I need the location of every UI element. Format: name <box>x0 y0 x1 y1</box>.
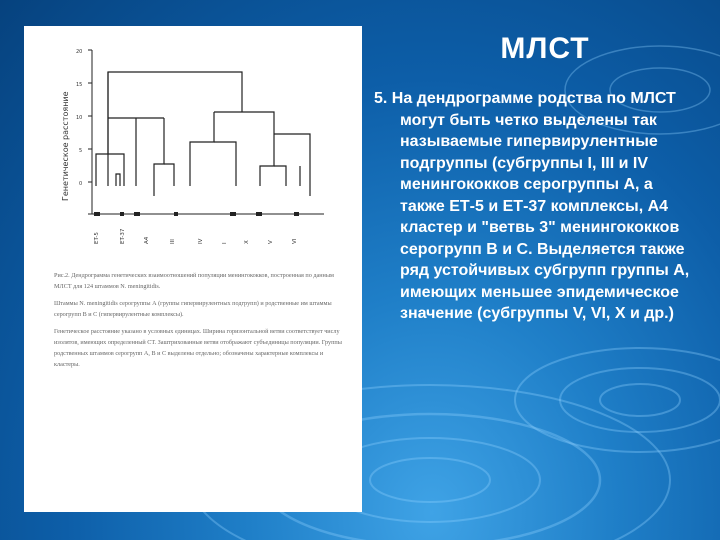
leaf-label-v: V <box>268 240 274 244</box>
slide-body <box>374 88 694 325</box>
y-tick-0: 0 <box>79 181 83 187</box>
leaf-label-vi: VI <box>292 238 298 244</box>
leaf-label-iv: IV <box>198 238 204 244</box>
dendrogram-figure <box>24 26 362 512</box>
caption-line: Штаммы N. meningitidis серогруппы А (группы гипервирулентных подгрупп) и родственные им штаммы серогрупп В и С (гипервирулентные комплексы). <box>54 300 332 318</box>
leaf-label-et37: ET-37 <box>120 228 126 244</box>
leaf-label-i: I <box>222 242 228 244</box>
y-tick-5: 5 <box>79 148 83 154</box>
body-paragraph: 5. На дендрограмме родства по МЛСТ могут быть четко выделены так называемые гипервирулентные подгруппы (субгруппы I, III и IV менингококков серогруппы А, а также ЕТ-5 и ЕТ-37 комплексы, А4 кластер и "ветвь 3" менингококков серогрупп В и С. Выделяется также ряд устойчивых субгрупп группы А, имеющих меньшее эпидемическое значение (субгруппы V, VI, X и др.) <box>374 90 690 322</box>
leaf-label-iii: III <box>170 239 176 244</box>
leaf-label-a4: A4 <box>144 236 150 244</box>
y-axis-label: Генетическое расстояние <box>61 91 70 201</box>
leaf-label-et5: ET-5 <box>94 232 100 244</box>
caption-line: Генетическое расстояние указано в условных единицах. Ширина горизонтальной ветви соответствует числу изолятов, имеющих определенный СТ. Заштрихованные ветви отображают субъединицы популяции. Группы родственных штаммов серогрупп А, В и С выделены отдельно; обозначены характерные комплексы и кластеры. <box>54 328 342 368</box>
y-tick-10: 10 <box>76 115 83 121</box>
y-tick-20: 20 <box>76 49 83 55</box>
slide-title: МЛСТ <box>500 32 590 65</box>
dendrogram-chart <box>24 26 362 512</box>
figure-caption <box>54 270 344 376</box>
caption-line: Рис.2. Дендрограмма генетических взаимоотношений популяции менингококков, построенная по данным МЛСТ для 124 штаммов N. meningitidis. <box>54 272 334 290</box>
leaf-label-x: X <box>244 240 250 244</box>
y-tick-15: 15 <box>76 82 83 88</box>
